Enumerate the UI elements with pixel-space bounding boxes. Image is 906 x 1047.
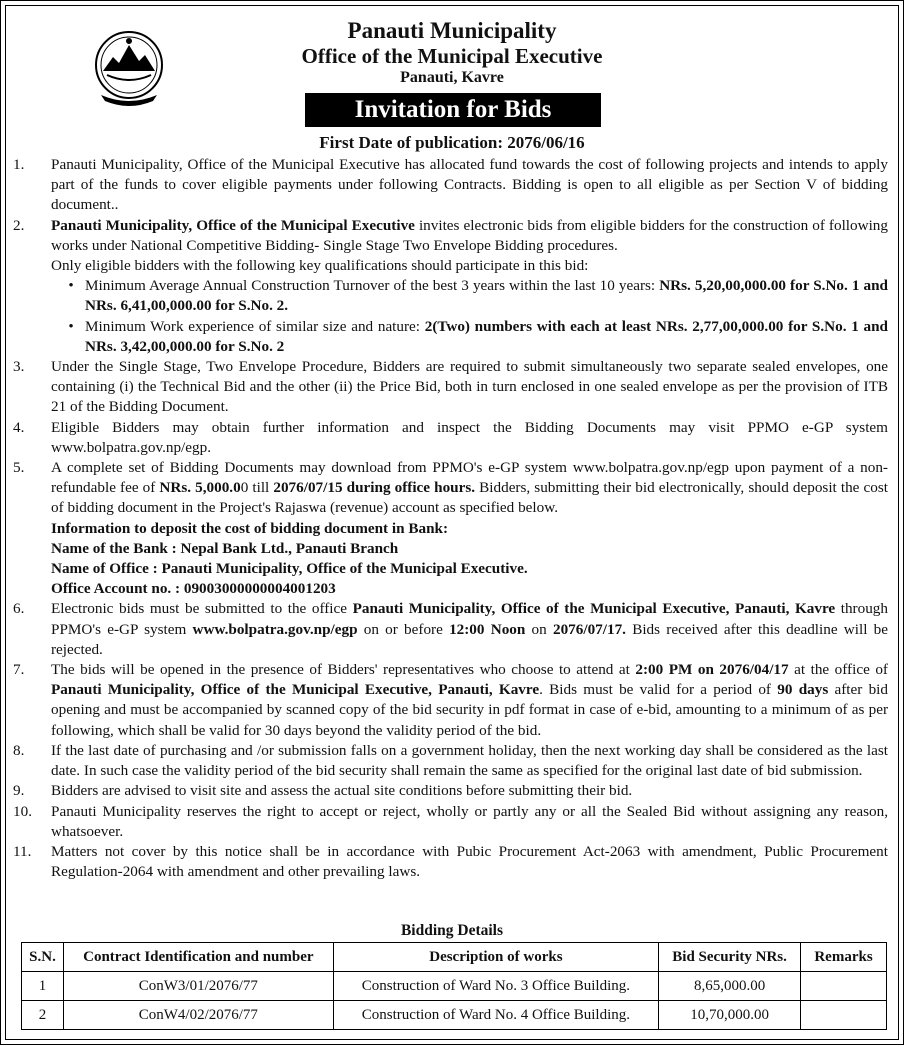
table-header-row: [22, 943, 887, 972]
clause-number: 8.: [13, 741, 25, 759]
clause-9: [13, 781, 888, 801]
table-cell: 1: [22, 972, 64, 1001]
clause-5: [13, 458, 888, 519]
clause-number: 11.: [13, 842, 32, 860]
clause-number: 10.: [13, 802, 32, 820]
column-header: Bid Security NRs.: [659, 943, 801, 972]
clause-1: [13, 155, 888, 216]
clause-3: [13, 357, 888, 418]
bidding-details-title: Bidding Details: [400, 922, 504, 939]
clause-10: [13, 802, 888, 842]
notice-title-banner: Invitation for Bids: [305, 93, 601, 127]
clause-number: 2.: [13, 216, 25, 234]
clause-text-part: Bidders, submitting their bid electronically, should deposit the cost of bidding document in the Project's Rajaswa (revenue) account as specified below.: [51, 479, 888, 517]
table-cell: 2: [22, 1001, 64, 1030]
opening-office: Panauti Municipality, Office of the Municipal Executive, Panauti, Kavre: [51, 681, 540, 699]
bank-account-number: Office Account no. : 09003000000004001203: [51, 580, 336, 598]
clause-11: [13, 842, 888, 882]
clause-number: 1.: [13, 156, 25, 173]
fee-deadline: 2076/07/15 during office hours.: [273, 479, 476, 497]
notice-body: [13, 155, 888, 882]
column-header: Contract Identification and number: [63, 943, 333, 972]
clause-text: Matters not cover by this notice shall be in accordance with Pubic Procurement Act-2063 with amendment, Public Procurement Regulation-2064 with amendment and other prevailing laws.: [51, 842, 888, 881]
fee-amount: NRs. 5,000.0: [159, 479, 241, 497]
validity-period: 90 days: [777, 681, 829, 699]
bank-info-heading: Information to deposit the cost of bidding document in Bank:: [51, 519, 449, 537]
clause-text-part: on: [525, 620, 553, 638]
clause-text: [51, 660, 888, 741]
clause-text-part: at the office of: [788, 661, 888, 679]
clause-8: [13, 741, 888, 781]
bank-info: [13, 519, 888, 600]
clause-text-part: through PPMO's e-GP system: [51, 600, 888, 638]
clause-text: Panauti Municipality reserves the right to accept or reject, wholly or partly any or all the Sealed Bid without assigning any reason, whatsoever.: [51, 802, 888, 840]
clause-text-part: invites electronic bids from eligible bidders for the construction of following works under National Competitive Bidding- Single Stage Two Envelope Bidding procedures.: [51, 216, 888, 254]
clause-text: Bidders are advised to visit site and assess the actual site conditions before submitting their bid.: [51, 782, 633, 800]
clause-text: Eligible Bidders may obtain further information and inspect the Bidding Documents may visit PPMO e-GP system www.bolpatra.gov.np/egp.: [51, 418, 888, 456]
bullet-text: Minimum Work experience of similar size and nature:: [85, 317, 425, 335]
bullet-bold-text: 2(Two) numbers with each at least NRs. 2,77,00,000.00 for S.No. 1 and NRs. 3,42,00,000.00 for S.No. 2: [85, 317, 888, 355]
table-row: [22, 1001, 887, 1030]
table-cell: 8,65,000.00: [659, 972, 801, 1001]
clause-text: [51, 599, 888, 660]
clause-number: 9.: [13, 782, 25, 800]
bullet-icon: •: [68, 277, 74, 295]
table-cell: Construction of Ward No. 3 Office Building.: [333, 972, 658, 1001]
clause-number: 3.: [13, 358, 25, 376]
clause-number: 4.: [13, 418, 25, 436]
table-cell: [801, 972, 887, 1001]
clause-bold-text: Panauti Municipality, Office of the Municipal Executive: [51, 216, 415, 234]
clause-6: [13, 599, 888, 660]
clause-text-part: A complete set of Bidding Documents may download from PPMO's e-GP system www.bolpatra.gov.np/egp upon payment of a non-refundable fee of: [51, 459, 888, 497]
qualification-bullet-2: [13, 317, 888, 357]
clause-text-part: . Bids must be valid for a period of: [539, 681, 778, 699]
table-cell: ConW4/02/2076/77: [63, 1001, 333, 1030]
clause-text: If the last date of purchasing and /or submission falls on a government holiday, then the next working day shall be considered as the last date. In such case the validity period of the bid security shall remain the same as specified for the original last date of bid submission.: [51, 741, 888, 780]
bidding-details-table: [21, 942, 887, 1030]
opening-datetime: 2:00 PM on 2076/04/17: [635, 661, 789, 679]
clause-7: [13, 660, 888, 741]
bank-office-name: Name of Office : Panauti Municipality, Office of the Municipal Executive.: [51, 560, 528, 578]
org-name: Panauti Municipality: [347, 18, 557, 43]
clause-text-part: 0 till: [240, 479, 274, 497]
column-header: Remarks: [801, 943, 887, 972]
clause-4: [13, 418, 888, 458]
clause-2-qualifications-intro: [13, 256, 888, 276]
table-cell: Construction of Ward No. 4 Office Building.: [333, 1001, 658, 1030]
clause-text: [51, 458, 888, 519]
clause-text-part: Bids received after this deadline will be rejected.: [51, 620, 888, 658]
submission-office: Panauti Municipality, Office of the Municipal Executive, Panauti, Kavre: [352, 600, 836, 618]
qualification-bullet-1: [13, 276, 888, 316]
clause-number: 6.: [13, 600, 25, 618]
clause-number: 5.: [13, 459, 25, 477]
bullet-icon: •: [68, 317, 74, 335]
egp-url: www.bolpatra.gov.np/egp: [192, 620, 358, 638]
clause-text: Panauti Municipality, Office of the Municipal Executive has allocated fund towards the cost of following projects and intends to apply part of the funds to cover eligible payments under following Contracts. Bidding is open to all eligible as per Section V of bidding document..: [51, 156, 888, 214]
clause-2: [13, 216, 888, 256]
clause-text: [51, 216, 888, 256]
table-cell: [801, 1001, 887, 1030]
office-location: Panauti, Kavre: [400, 69, 504, 86]
clause-text-part: The bids will be opened in the presence of Bidders' representatives who choose to attend at: [51, 661, 636, 679]
clause-text-part: after bid opening and must be accompanied by scanned copy of the bid security in pdf format in case of e-bid, amounting to a minimum of as per following, which shall be valid for 30 days beyond the validity period of the bid.: [51, 681, 888, 739]
clause-text-part: Electronic bids must be submitted to the office: [51, 600, 353, 618]
table-row: [22, 972, 887, 1001]
bank-name: Name of the Bank : Nepal Bank Ltd., Panauti Branch: [51, 539, 399, 557]
bullet-text: Minimum Average Annual Construction Turnover of the best 3 years within the last 10 years:: [85, 277, 660, 295]
table-cell: ConW3/01/2076/77: [63, 972, 333, 1001]
column-header: S.N.: [22, 943, 64, 972]
submission-time: 12:00 Noon: [449, 620, 526, 638]
clause-text: Only eligible bidders with the following key qualifications should participate in this bid:: [51, 257, 589, 275]
office-name: Office of the Municipal Executive: [301, 44, 603, 68]
clause-number: 7.: [13, 661, 25, 679]
column-header: Description of works: [333, 943, 658, 972]
table-cell: 10,70,000.00: [659, 1001, 801, 1030]
clause-text: Under the Single Stage, Two Envelope Procedure, Bidders are required to submit simultaneously two separate sealed envelopes, one containing (i) the Technical Bid and the other (ii) the Price Bid, both in turn enclosed in one sealed envelope as per the provision of ITB 21 of the Bidding Document.: [51, 358, 888, 416]
clause-text-part: on or before: [357, 620, 450, 638]
submission-date: 2076/07/17.: [552, 620, 626, 638]
bullet-bold-text: NRs. 5,20,00,000.00 for S.No. 1 and NRs. 6,41,00,000.00 for S.No. 2.: [85, 277, 888, 315]
publication-date: First Date of publication: 2076/06/16: [319, 133, 585, 152]
